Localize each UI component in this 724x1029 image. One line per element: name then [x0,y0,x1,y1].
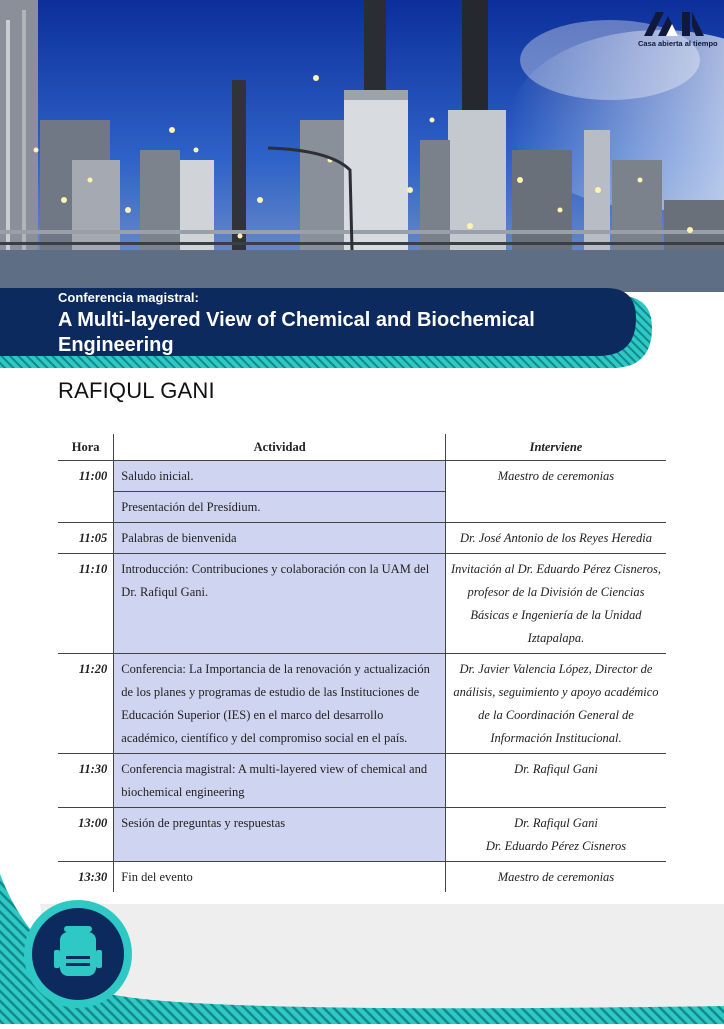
row-activity: Conferencia: La Importancia de la renovación y actualización de los planes y programas de estudio de las Instituciones de Educación Superior (IES) en el marco del desarrollo académico, científico y del compromiso social en el país. [114,654,446,754]
row-time: 13:00 [58,808,114,862]
table-row [58,461,666,492]
row-speaker-secondary: Dr. Eduardo Pérez Cisneros [485,839,627,853]
row-speakers [445,808,666,862]
uam-logo [638,10,718,48]
table-row [58,654,666,754]
header-interviene: Interviene [445,434,666,461]
table-row [58,554,666,654]
row-speaker: Dr. Rafiqul Gani [445,754,666,808]
footer-decoration [0,874,724,1024]
uam-logo-icon [642,10,706,38]
title-banner [0,288,724,372]
row-speaker: Dr. Javier Valencia López, Director de análisis, seguimiento y apoyo académico de la Coordinación General de Información Institucional. [445,654,666,754]
row-speaker: Maestro de ceremonias [445,461,666,523]
row-time: 11:30 [58,754,114,808]
row-time: 11:20 [58,654,114,754]
row-activity: Conferencia magistral: A multi-layered view of chemical and biochemical engineering [114,754,446,808]
banner-title: A Multi-layered View of Chemical and Biochemical Engineering [58,309,535,356]
header-actividad: Actividad [114,434,446,461]
table-row [58,754,666,808]
footer-shape [0,874,724,1024]
table-header-row [58,434,666,461]
speaker-name: RAFIQUL GANI [58,378,215,403]
logo-tagline: Casa abierta al tiempo [638,39,718,48]
row-time: 11:00 [58,461,114,523]
row-speaker: Dr. José Antonio de los Reyes Heredia [445,523,666,554]
row-speaker: Dr. Rafiqul Gani [514,816,598,830]
row-time: 11:05 [58,523,114,554]
banner-kicker: Conferencia magistral: [58,290,199,305]
header-hora: Hora [58,434,114,461]
refinery-illustration [0,0,724,292]
row-activity: Introducción: Contribuciones y colaboración con la UAM del Dr. Rafiqul Gani. [114,554,446,654]
row-activity: Presentación del Presídium. [114,492,446,523]
row-speaker: Invitación al Dr. Eduardo Pérez Cisneros, profesor de la División de Ciencias Básicas e Ingeniería de la Unidad Iztapalapa. [445,554,666,654]
row-activity: Sesión de preguntas y respuestas [114,808,446,862]
row-time: 13:30 [58,862,114,893]
table-row [58,808,666,862]
hero-image [0,0,724,292]
row-time: 11:10 [58,554,114,654]
row-activity: Palabras de bienvenida [114,523,446,554]
table-row [58,523,666,554]
row-activity: Saludo inicial. [114,461,446,492]
row-activity: Fin del evento [114,862,446,893]
agenda-table [58,434,666,892]
row-speaker: Maestro de ceremonias [497,870,615,884]
